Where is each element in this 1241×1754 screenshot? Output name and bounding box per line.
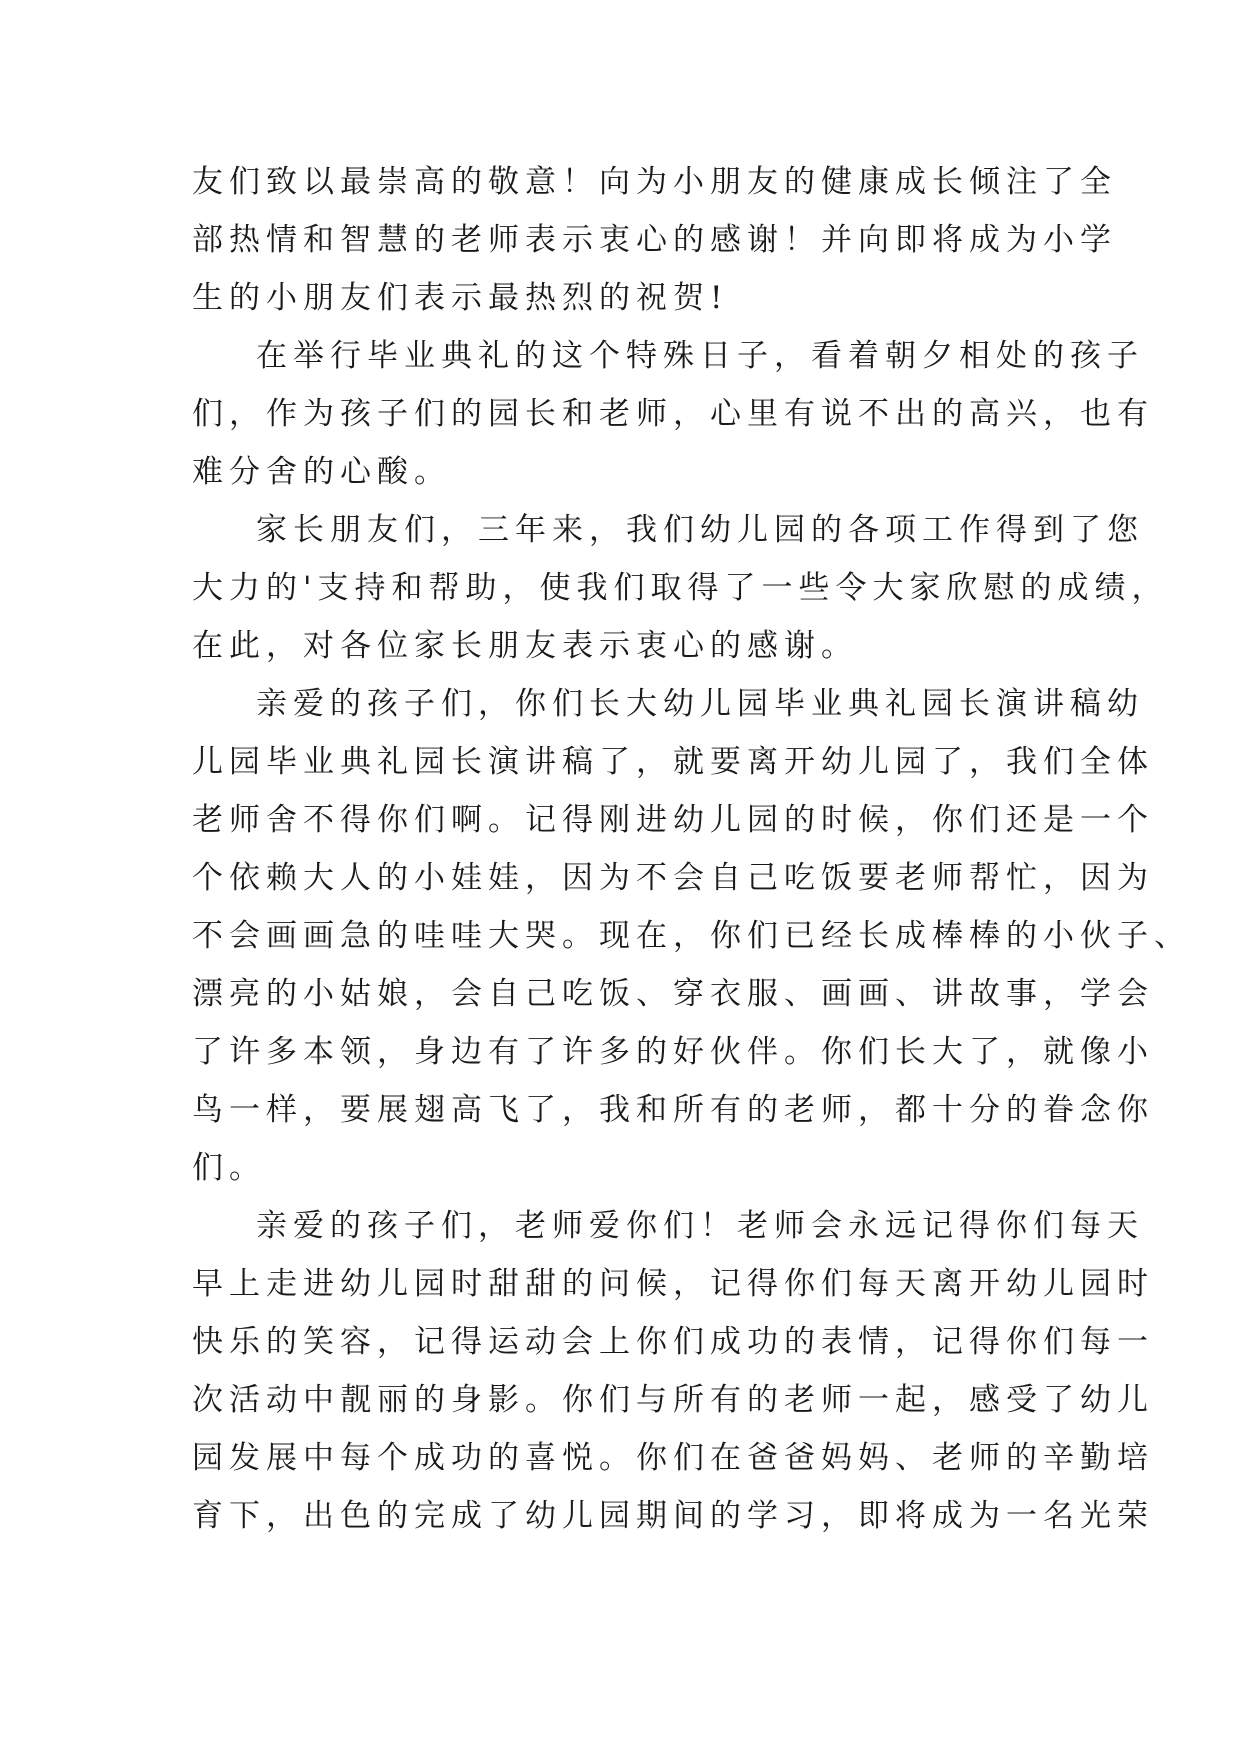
paragraph-2 [192, 327, 1154, 501]
text-line: 次活动中靓丽的身影。你们与所有的老师一起，感受了幼儿 [192, 1382, 1154, 1418]
text-line: 儿园毕业典礼园长演讲稿了，就要离开幼儿园了，我们全体 [192, 744, 1154, 780]
text-line: 友们致以最崇高的敬意！向为小朋友的健康成长倾注了全 [192, 164, 1117, 200]
text-line: 大力的'支持和帮助，使我们取得了一些令大家欣慰的成绩， [192, 570, 1169, 606]
text-line: 漂亮的小姑娘，会自己吃饭、穿衣服、画画、讲故事，学会 [192, 976, 1154, 1012]
text-line: 育下，出色的完成了幼儿园期间的学习，即将成为一名光荣 [192, 1498, 1154, 1534]
text-line: 个依赖大人的小娃娃，因为不会自己吃饭要老师帮忙，因为 [192, 860, 1154, 896]
text-line: 早上走进幼儿园时甜甜的问候，记得你们每天离开幼儿园时 [192, 1266, 1154, 1302]
paragraph-4 [192, 675, 1191, 1197]
text-line: 们。 [192, 1150, 266, 1186]
text-line: 家长朋友们，三年来，我们幼儿园的各项工作得到了您 [256, 512, 1144, 548]
paragraph-5 [192, 1197, 1154, 1545]
text-line: 部热情和智慧的老师表示衷心的感谢！并向即将成为小学 [192, 222, 1117, 258]
text-line: 在举行毕业典礼的这个特殊日子，看着朝夕相处的孩子 [256, 338, 1144, 374]
text-line: 老师舍不得你们啊。记得刚进幼儿园的时候，你们还是一个 [192, 802, 1154, 838]
paragraph-1 [192, 153, 1117, 327]
text-line: 园发展中每个成功的喜悦。你们在爸爸妈妈、老师的辛勤培 [192, 1440, 1154, 1476]
text-line: 快乐的笑容，记得运动会上你们成功的表情，记得你们每一 [192, 1324, 1154, 1360]
text-line: 在此，对各位家长朋友表示衷心的感谢。 [192, 628, 858, 664]
document-body [192, 153, 1191, 1545]
text-line: 鸟一样，要展翅高飞了，我和所有的老师，都十分的眷念你 [192, 1092, 1154, 1128]
text-line: 亲爱的孩子们，老师爱你们！老师会永远记得你们每天 [256, 1208, 1144, 1244]
paragraph-3 [192, 501, 1169, 675]
text-line: 们，作为孩子们的园长和老师，心里有说不出的高兴，也有 [192, 396, 1154, 432]
text-line: 亲爱的孩子们，你们长大幼儿园毕业典礼园长演讲稿幼 [256, 686, 1144, 722]
text-line: 难分舍的心酸。 [192, 454, 451, 490]
text-line: 了许多本领，身边有了许多的好伙伴。你们长大了，就像小 [192, 1034, 1154, 1070]
text-line: 不会画画急的哇哇大哭。现在，你们已经长成棒棒的小伙子、 [192, 918, 1191, 954]
text-line: 生的小朋友们表示最热烈的祝贺! [192, 280, 729, 316]
